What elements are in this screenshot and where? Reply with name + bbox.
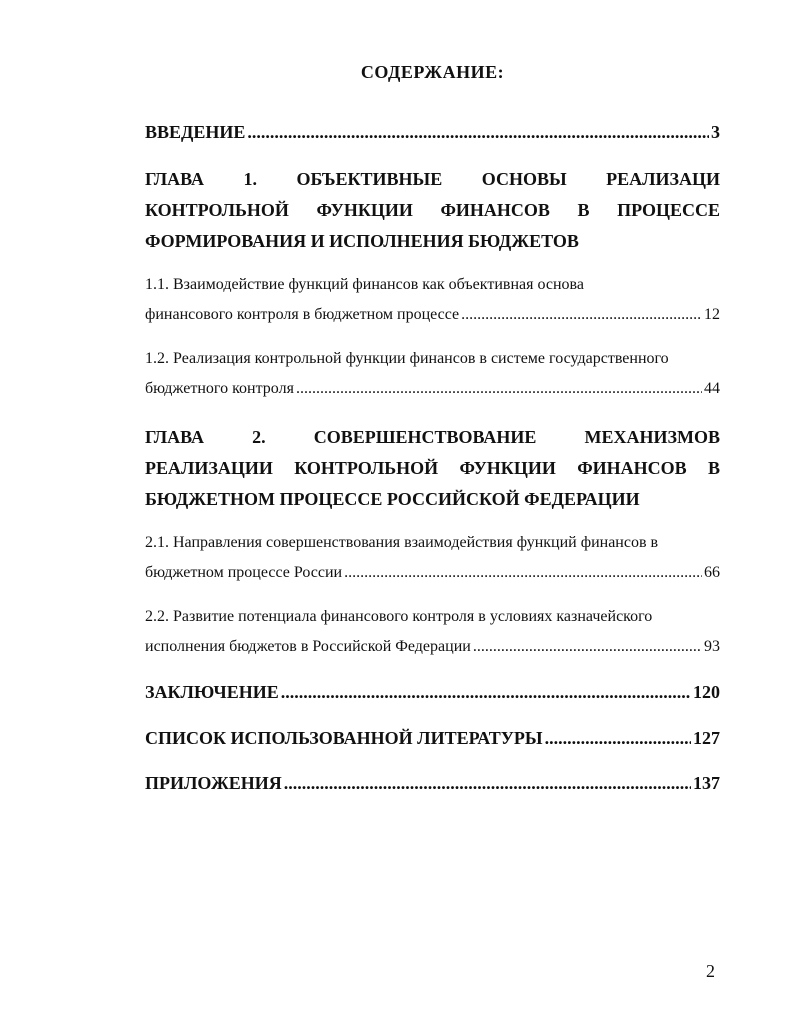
toc-label: бюджетном процессе России	[145, 564, 343, 581]
dot-leader	[344, 564, 702, 582]
toc-entry-section-2-2[interactable]	[145, 638, 720, 656]
toc-page-number: 93	[704, 638, 720, 655]
chapter-heading-line: ФОРМИРОВАНИЯ И ИСПОЛНЕНИЯ БЮДЖЕТОВ	[145, 231, 579, 251]
chapter-heading-line: КОНТРОЛЬНОЙ ФУНКЦИИ ФИНАНСОВ В ПРОЦЕССЕ	[145, 200, 721, 220]
chapter-heading-line: РЕАЛИЗАЦИИ КОНТРОЛЬНОЙ ФУНКЦИИ ФИНАНСОВ В	[145, 458, 720, 478]
toc-label: бюджетного контроля	[145, 380, 294, 397]
chapter-heading-line: ГЛАВА 1. ОБЪЕКТИВНЫЕ ОСНОВЫ РЕАЛИЗАЦИ	[145, 169, 721, 189]
toc-page-number: 120	[693, 682, 720, 702]
dot-leader	[281, 682, 691, 703]
toc-entry-appendices[interactable]	[145, 773, 720, 794]
toc-page-number: 12	[704, 306, 720, 323]
chapter-heading-line: БЮДЖЕТНОМ ПРОЦЕССЕ РОССИЙСКОЙ ФЕДЕРАЦИИ	[145, 489, 640, 509]
toc-entry-conclusion[interactable]	[145, 682, 720, 703]
toc-entry-section-1-1[interactable]	[145, 306, 720, 324]
document-page	[145, 0, 720, 1034]
toc-label: ВВЕДЕНИЕ	[145, 122, 246, 142]
section-1-1-line1: 1.1. Взаимодействие функций финансов как объективная основа	[145, 276, 584, 293]
toc-label: исполнения бюджетов в Российской Федерации	[145, 638, 471, 655]
section-1-2-line1: 1.2. Реализация контрольной функции финансов в системе государственного	[145, 350, 669, 367]
dot-leader	[473, 638, 702, 656]
toc-label: ЗАКЛЮЧЕНИЕ	[145, 682, 279, 702]
toc-page-number: 137	[693, 773, 720, 793]
section-2-1-line1: 2.1. Направления совершенствования взаимодействия функций финансов в	[145, 534, 659, 551]
page-number: 2	[706, 961, 715, 981]
toc-label: ПРИЛОЖЕНИЯ	[145, 773, 282, 793]
toc-label: финансового контроля в бюджетном процессе	[145, 306, 460, 323]
section-2-2-line1: 2.2. Развитие потенциала финансового контроля в условиях казначейского	[145, 608, 653, 625]
dot-leader	[461, 306, 702, 324]
toc-label: СПИСОК ИСПОЛЬЗОВАННОЙ ЛИТЕРАТУРЫ	[145, 728, 543, 748]
toc-entry-section-1-2[interactable]	[145, 380, 720, 398]
dot-leader	[296, 380, 702, 398]
toc-entry-intro[interactable]	[145, 122, 720, 143]
toc-page-number: 3	[711, 122, 720, 142]
toc-page-number: 127	[693, 728, 720, 748]
toc-page-number: 66	[704, 564, 720, 581]
chapter-2-heading[interactable]	[145, 422, 720, 515]
dot-leader	[284, 773, 691, 794]
toc-entry-references[interactable]	[145, 728, 720, 749]
toc-page-number: 44	[704, 380, 720, 397]
toc-entry-section-2-1[interactable]	[145, 564, 720, 582]
page-title: СОДЕРЖАНИЕ:	[360, 62, 505, 82]
dot-leader	[247, 122, 709, 143]
dot-leader	[545, 728, 691, 749]
chapter-heading-line: ГЛАВА 2. СОВЕРШЕНСТВОВАНИЕ МЕХАНИЗМОВ	[145, 427, 721, 447]
chapter-1-heading[interactable]	[145, 164, 720, 257]
